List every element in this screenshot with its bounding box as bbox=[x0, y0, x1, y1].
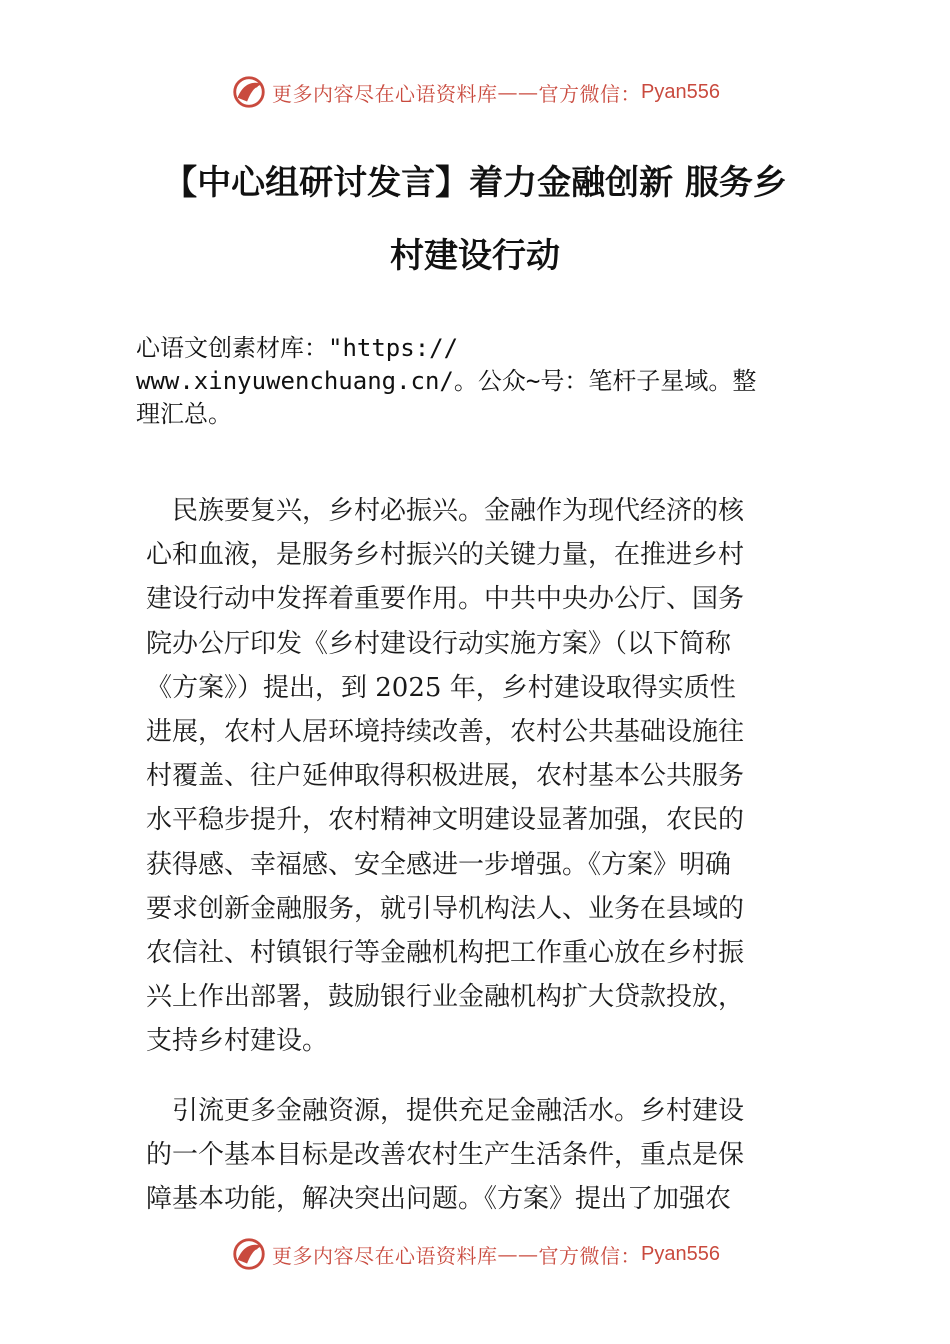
paragraph-line: 获得感、幸福感、安全感进一步增强。《方案》明确 bbox=[146, 849, 732, 880]
paragraph-line: 村覆盖、往户延伸取得积极进展，农村基本公共服务 bbox=[146, 761, 745, 792]
source-note bbox=[136, 332, 816, 431]
body-paragraph-2 bbox=[146, 1089, 810, 1222]
phoenix-logo-icon bbox=[230, 73, 268, 111]
paragraph-line: 民族要复兴，乡村必振兴。金融作为现代经济的核 bbox=[146, 496, 745, 526]
document-title-line-1: 【中心组研讨发言】着力金融创新 服务乡 bbox=[163, 163, 787, 203]
paragraph-line: 《方案》）提出，到 2025 年，乡村建设取得实质性 bbox=[146, 672, 736, 703]
footer-banner bbox=[0, 1234, 950, 1274]
source-line: www.xinyuwenchuang.cn/。公众~号：笔杆子星域。整 bbox=[136, 367, 757, 395]
banner-text: 更多内容尽在心语资料库 bbox=[272, 81, 498, 106]
paragraph-line: 院办公厅印发《乡村建设行动实施方案》（以下简称 bbox=[146, 628, 732, 659]
banner-wechat-id: Pyan556 bbox=[641, 80, 720, 103]
source-line: 理汇总。 bbox=[136, 400, 232, 428]
banner-wechat-label: 官方微信： bbox=[538, 1243, 642, 1268]
paragraph-line: 支持乡村建设。 bbox=[146, 1026, 329, 1057]
paragraph-line: 进展，农村人居环境持续改善，农村公共基础设施往 bbox=[146, 717, 745, 748]
paragraph-line: 障基本功能，解决突出问题。《方案》提出了加强农 bbox=[146, 1184, 732, 1215]
paragraph-line: 建设行动中发挥着重要作用。中共中央办公厅、国务 bbox=[146, 584, 745, 615]
paragraph-line: 心和血液，是服务乡村振兴的关键力量，在推进乡村 bbox=[146, 540, 745, 571]
paragraph-line: 水平稳步提升，农村精神文明建设显著加强，农民的 bbox=[146, 805, 745, 836]
banner-dash: —— bbox=[497, 1242, 539, 1266]
source-line: 心语文创素材库："https:// bbox=[136, 334, 459, 362]
banner-wechat-label: 官方微信： bbox=[538, 81, 642, 106]
paragraph-line: 兴上作出部署，鼓励银行业金融机构扩大贷款投放， bbox=[146, 982, 745, 1013]
body-paragraph-1 bbox=[146, 489, 810, 1064]
paragraph-line: 要求创新金融服务，就引导机构法人、业务在县域的 bbox=[146, 893, 745, 924]
banner-text: 更多内容尽在心语资料库 bbox=[272, 1243, 498, 1268]
banner-dash: —— bbox=[497, 80, 539, 104]
paragraph-line: 农信社、村镇银行等金融机构把工作重心放在乡村振 bbox=[146, 938, 745, 969]
header-banner bbox=[0, 72, 950, 112]
phoenix-logo-icon bbox=[230, 1235, 268, 1273]
paragraph-line: 引流更多金融资源，提供充足金融活水。乡村建设 bbox=[146, 1096, 745, 1126]
banner-wechat-id: Pyan556 bbox=[641, 1242, 720, 1265]
paragraph-line: 的一个基本目标是改善农村生产生活条件，重点是保 bbox=[146, 1140, 745, 1171]
document-title-line-2: 村建设行动 bbox=[390, 236, 560, 276]
